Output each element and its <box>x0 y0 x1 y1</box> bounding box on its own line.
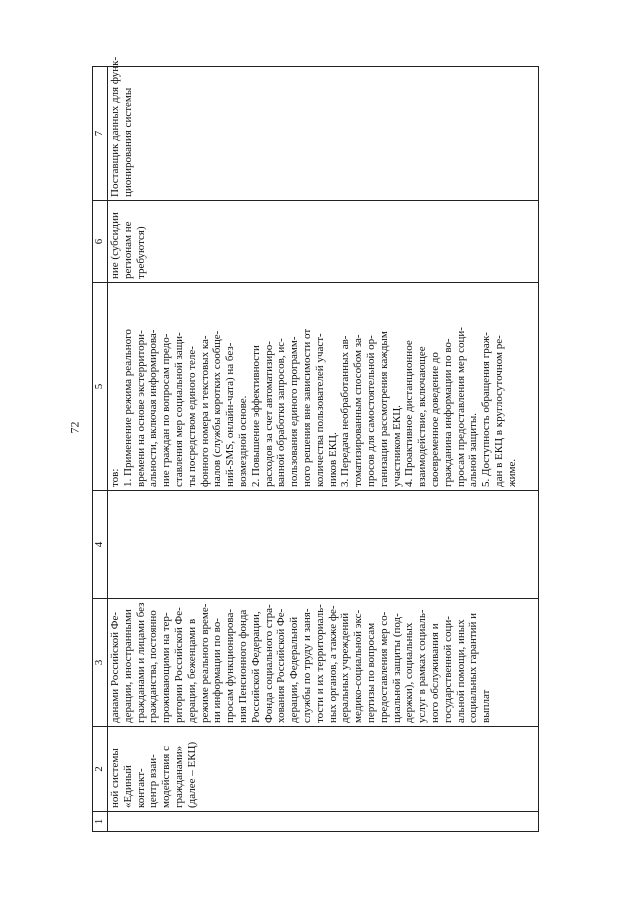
cell-text-line: альной защиты. <box>467 412 480 487</box>
cell-text-line: дан в ЕКЦ в круглосуточном ре- <box>492 335 505 487</box>
header-cell-2: 2 <box>93 727 108 812</box>
cell-text-line: данами Российской Фе- <box>109 611 121 723</box>
cell-text-line: ных органов, а также фе- <box>326 605 339 723</box>
cell-col-4 <box>108 491 539 599</box>
cell-text-line: дерации, Федеральной <box>288 616 301 723</box>
cell-text-line: дерации, беженцами в <box>185 618 198 723</box>
cell-text-line: гражданина информации по во- <box>441 338 454 487</box>
cell-text-line: тов: <box>109 468 121 487</box>
cell-text-line: Поставщик данных для функ- <box>109 56 121 197</box>
cell-text-line: фонного номера и текстовых ка- <box>198 335 211 487</box>
cell-text-line: расходов за счет автоматизиро- <box>262 341 275 487</box>
cell-text-line: взаимодействие, включающее <box>416 346 429 487</box>
cell-text-line: держки), социальных <box>403 622 416 723</box>
cell-text-line: ционирования системы <box>121 87 134 197</box>
cell-text-line: ного обслуживания и <box>428 623 441 723</box>
cell-text-line: 2. Повышение эффективности <box>249 345 262 487</box>
cell-text-line: количества пользователей участ- <box>313 333 326 487</box>
cell-text-line: гражданами и лицами без <box>134 602 147 723</box>
cell-text-line: просов для самостоятельной ор- <box>364 335 377 487</box>
cell-text-line: ников ЕКЦ. <box>326 432 339 487</box>
header-cell-4: 4 <box>93 491 108 599</box>
cell-col-1 <box>108 812 539 832</box>
cell-text-line: ния Пенсионного фонда <box>236 609 249 723</box>
cell-text-line: пертизы по вопросам <box>364 622 377 723</box>
cell-text-line: жиме. <box>505 458 518 487</box>
cell-text-line: дерации, иностранными <box>121 609 134 723</box>
cell-col-2 <box>108 727 539 812</box>
rotated-table-wrapper <box>92 56 537 832</box>
data-table <box>92 56 539 832</box>
cell-text-line: предоставления мер со- <box>377 611 390 723</box>
cell-text-line: ний-SMS, онлайн-чата) на без- <box>224 342 237 487</box>
cell-text-line: циальной защиты (под- <box>390 613 403 723</box>
cell-text-line: тости и их территориаль- <box>313 604 326 723</box>
header-cell-3: 3 <box>93 599 108 727</box>
header-cell-6: 6 <box>93 201 108 283</box>
cell-text-line: медико-социальной экс- <box>352 609 365 723</box>
cell-text-line: ной системы <box>109 748 121 808</box>
cell-text-line: режиме реального време- <box>198 603 211 723</box>
cell-text-line: 3. Передача необработанных ав- <box>339 335 352 487</box>
page-number: 72 <box>67 421 82 434</box>
cell-text-line: выплат <box>480 689 493 723</box>
cell-text-line: 1. Применение режима реального <box>121 329 134 487</box>
cell-text-line: участником ЕКЦ. <box>390 405 403 487</box>
cell-text-line: хования Российской Фе- <box>275 608 288 723</box>
cell-text-line: 5. Доступность обращения граж- <box>480 332 493 487</box>
cell-text-line: гражданства, постоянно <box>147 610 160 723</box>
header-row <box>93 67 108 832</box>
cell-text-line: проживающими на тер- <box>160 612 173 723</box>
cell-text-line: «Единый <box>121 765 134 808</box>
cell-text-line: альной помощи, иных <box>454 619 467 723</box>
cell-text-line: контакт- <box>134 768 147 808</box>
cell-text-line: ритории Российской Фе- <box>172 607 185 723</box>
cell-text-line: ние (субсидии <box>109 212 121 279</box>
cell-col-3 <box>108 599 539 727</box>
cell-text-line: ганизации рассмотрения каждым <box>377 331 390 487</box>
cell-text-line: ного решения вне зависимости от <box>300 328 313 487</box>
cell-text-line: центр взаи- <box>147 754 160 808</box>
cell-text-line: (далее – ЕКЦ) <box>185 741 198 808</box>
cell-text-line: ние граждан по вопросам предо- <box>160 333 173 487</box>
cell-text-line: услуг в рамках социаль- <box>416 609 429 723</box>
cell-text-line: налов (службы коротких сообще- <box>211 330 224 487</box>
cell-text-line: просам предоставления мер соци- <box>454 327 467 487</box>
cell-text-line: модействия с <box>160 746 173 808</box>
cell-text-line: Фонда социального стра- <box>262 604 275 723</box>
cell-text-line: социальных гарантий и <box>467 612 480 723</box>
cell-col-6 <box>108 201 539 283</box>
cell-text-line: своевременное доведение до <box>428 352 441 487</box>
cell-text-line: просам функционирова- <box>224 609 237 723</box>
cell-text-line: требуются) <box>134 226 147 279</box>
header-cell-1: 1 <box>93 812 108 832</box>
cell-text-line: томатизированным способом за- <box>352 334 365 487</box>
cell-text-line: 4. Проактивное дистанционное <box>403 340 416 487</box>
cell-text-line: Российской Федерации, <box>249 611 262 723</box>
cell-text-line: альности, включая информирова- <box>147 329 160 487</box>
cell-text-line: службы по труду и заня- <box>300 608 313 723</box>
cell-text-line: гражданами» <box>172 745 185 808</box>
cell-col-7 <box>108 56 539 201</box>
cell-text-line: ты посредством единого теле- <box>185 346 198 487</box>
table-row <box>108 67 539 832</box>
cell-text-line: возмездной основе. <box>236 395 249 487</box>
header-cell-5: 5 <box>93 283 108 491</box>
cell-text-line: регионам не <box>121 221 134 279</box>
cell-col-5 <box>108 283 539 491</box>
header-cell-7: 7 <box>93 67 108 201</box>
cell-text-line: государственной соци- <box>441 616 454 723</box>
cell-text-line: ставления мер социальной защи- <box>172 332 185 487</box>
cell-text-line: ни информации по во- <box>211 618 224 723</box>
cell-text-line: ванной обработки запросов, ис- <box>275 338 288 487</box>
cell-text-line: пользования единого программ- <box>288 336 301 487</box>
cell-text-line: времени на основе экстерритори- <box>134 330 147 487</box>
cell-text-line: деральных учреждений <box>339 612 352 723</box>
